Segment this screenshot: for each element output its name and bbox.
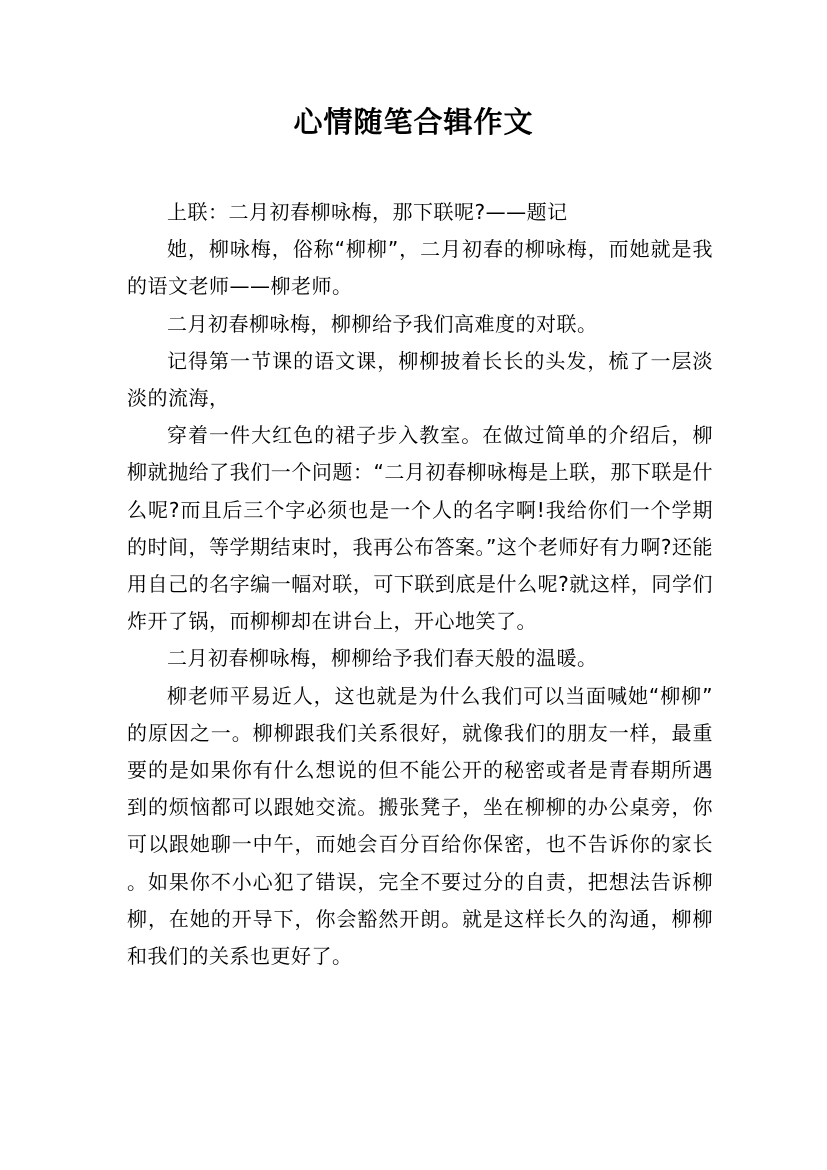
- paragraph: 柳老师平易近人，这也就是为什么我们可以当面喊她“柳柳”的原因之一。柳柳跟我们关系很好，就像我们的朋友一样，最重要的是如果你有什么想说的但不能公开的秘密或者是青春期所遇到的烦恼都可以跟她交流。搬张凳子，坐在柳柳的办公桌旁，你可以跟她聊一中午，而她会百分百给你保密，也不告诉你的家长。如果你不小心犯了错误，完全不要过分的自责，把想法告诉柳柳，在她的开导下，你会豁然开朗。就是这样长久的沟通，柳柳和我们的关系也更好了。: [127, 683, 713, 969]
- document-title: 心情随笔合辑作文: [293, 105, 534, 139]
- paragraph: 她，柳咏梅，俗称“柳柳”，二月初春的柳咏梅，而她就是我的语文老师——柳老师。: [127, 237, 713, 299]
- paragraph: 记得第一节课的语文课，柳柳披着长长的头发，梳了一层淡淡的流海，: [127, 348, 713, 411]
- paragraph: 二月初春柳咏梅，柳柳给予我们春天般的温暖。: [167, 646, 598, 671]
- document-body: [127, 194, 713, 975]
- paragraph-inscription: 上联：二月初春柳咏梅，那下联呢?——题记: [167, 200, 568, 224]
- paragraph: 穿着一件大红色的裙子步入教室。在做过简单的介绍后，柳柳就抛给了我们一个问题：“二月初春柳咏梅是上联，那下联是什么呢?而且后三个字必须也是一个人的名字啊!我给你们一个学期的时间，等学期结束时，我再公布答案。”这个老师好有力啊?还能用自己的名字编一幅对联，可下联到底是什么呢?就这样，同学们炸开了锅，而柳柳却在讲台上，开心地笑了。: [127, 423, 713, 634]
- paragraph: 二月初春柳咏梅，柳柳给予我们高难度的对联。: [167, 311, 598, 336]
